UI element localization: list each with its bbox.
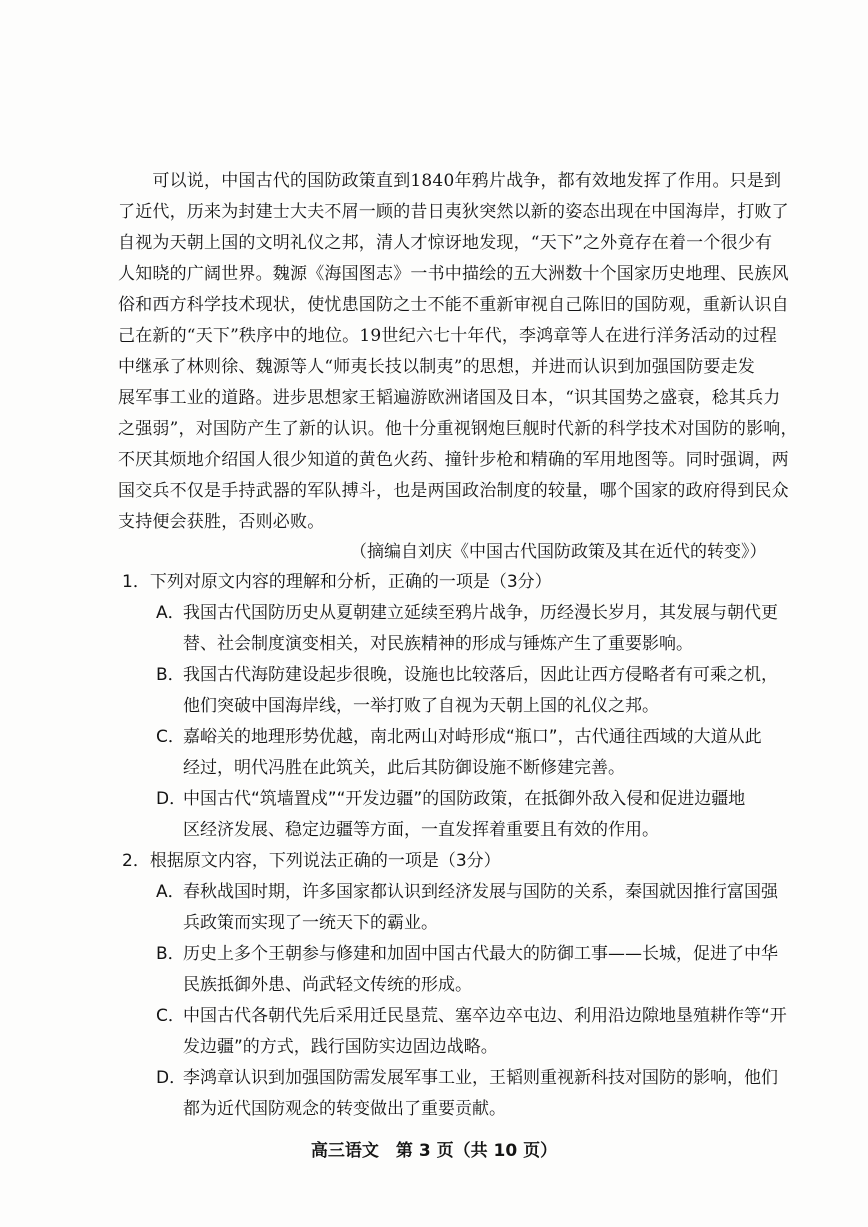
option-text-line: 中国古代“筑墙置戍”“开发边疆”的国防政策，在抵御外敌入侵和促进边疆地 bbox=[183, 789, 746, 809]
option-text-line: 发边疆”的方式，践行国防实边固边战略。 bbox=[183, 1037, 498, 1057]
passage-line: 国交兵不仅是手持武器的军队搏斗，也是两国政治制度的较量，哪个国家的政府得到民众 bbox=[118, 481, 789, 501]
option-1c bbox=[122, 722, 762, 784]
passage-line: 中继承了林则徐、魏源等人“师夷长技以制夷”的思想，并进而认识到加强国防要走发 bbox=[118, 357, 755, 377]
option-text-line: 兵政策而实现了一统天下的霸业。 bbox=[183, 913, 438, 933]
passage-line: 己在新的“天下”秩序中的地位。19世纪六七十年代，李鸿章等人在进行洋务活动的过程 bbox=[118, 326, 778, 346]
question-stem: 2．根据原文内容，下列说法正确的一项是（3分） bbox=[122, 851, 501, 871]
option-text-line: 中国古代各朝代先后采用迁民垦荒、塞卒边卒屯边、利用沿边隙地垦殖耕作等“开 bbox=[183, 1006, 787, 1026]
option-letter: A． bbox=[156, 882, 185, 902]
option-text-line: 我国古代海防建设起步很晚，设施也比较落后，因此让西方侵略者有可乘之机， bbox=[183, 665, 778, 685]
option-letter: B． bbox=[156, 665, 185, 685]
question-2 bbox=[122, 846, 787, 1125]
option-1d bbox=[122, 784, 762, 846]
question-stem: 1．下列对原文内容的理解和分析，正确的一项是（3分） bbox=[122, 572, 552, 592]
question-list bbox=[122, 567, 787, 1125]
option-text-line: 我国古代国防历史从夏朝建立延续至鸦片战争，历经漫长岁月，其发展与朝代更 bbox=[183, 603, 778, 623]
option-text-line: 经过，明代冯胜在此筑关，此后其防御设施不断修建完善。 bbox=[183, 758, 625, 778]
reading-passage bbox=[118, 166, 798, 538]
option-1b bbox=[122, 660, 778, 722]
option-text-line: 他们突破中国海岸线，一举打败了自视为天朝上国的礼仪之邦。 bbox=[183, 696, 659, 716]
option-2c bbox=[122, 1001, 787, 1063]
option-letter: B． bbox=[156, 944, 185, 964]
passage-line: 自视为天朝上国的文明礼仪之邦，清人才惊讶地发现，“天下”之外竟存在着一个很少有 bbox=[118, 233, 773, 253]
passage-line: 支持便会获胜，否则必败。 bbox=[118, 512, 325, 532]
passage-line: 人知晓的广阔世界。魏源《海国图志》一书中描绘的五大洲数十个国家历史地理、民族风 bbox=[118, 264, 789, 284]
option-letter: C． bbox=[156, 1006, 185, 1026]
option-text-line: 民族抵御外患、尚武轻文传统的形成。 bbox=[183, 975, 472, 995]
option-2d bbox=[122, 1063, 778, 1125]
passage-line: 了近代，历来为封建士大夫不屑一顾的昔日夷狄突然以新的姿态出现在中国海岸，打败了 bbox=[118, 202, 789, 222]
passage-line: 展军事工业的道路。进步思想家王韬遍游欧洲诸国及日本，“识其国势之盛衰，稔其兵力 bbox=[118, 388, 781, 408]
option-letter: A． bbox=[156, 603, 185, 623]
passage-source: （摘编自刘庆《中国古代国防政策及其在近代的转变》） bbox=[350, 542, 767, 562]
option-letter: D． bbox=[156, 789, 187, 809]
passage-line: 不厌其烦地介绍国人很少知道的黄色火药、撞针步枪和精确的军用地图等。同时强调，两 bbox=[118, 450, 789, 470]
option-2a bbox=[122, 877, 778, 939]
option-text-line: 春秋战国时期，许多国家都认识到经济发展与国防的关系，秦国就因推行富国强 bbox=[183, 882, 778, 902]
option-letter: D． bbox=[156, 1068, 187, 1088]
passage-line: 俗和西方科学技术现状，使忧患国防之士不能不重新审视自己陈旧的国防观，重新认识自 bbox=[118, 295, 789, 315]
option-letter: C． bbox=[156, 727, 185, 747]
option-text-line: 区经济发展、稳定边疆等方面，一直发挥着重要且有效的作用。 bbox=[183, 820, 659, 840]
option-1a bbox=[122, 598, 778, 660]
page-footer: 高三语文 第 3 页（共 10 页） bbox=[310, 1141, 558, 1161]
option-text-line: 李鸿章认识到加强国防需发展军事工业，王韬则重视新科技对国防的影响，他们 bbox=[183, 1068, 778, 1088]
option-text-line: 历史上多个王朝参与修建和加固中国古代最大的防御工事——长城，促进了中华 bbox=[183, 944, 778, 964]
option-text-line: 嘉峪关的地理形势优越，南北两山对峙形成“瓶口”，古代通往西域的大道从此 bbox=[183, 727, 762, 747]
passage-line: 之强弱”，对国防产生了新的认识。他十分重视钢炮巨舰时代新的科学技术对国防的影响， bbox=[118, 419, 798, 439]
option-text-line: 替、社会制度演变相关，对民族精神的形成与锤炼产生了重要影响。 bbox=[183, 634, 693, 654]
option-text-line: 都为近代国防观念的转变做出了重要贡献。 bbox=[183, 1099, 506, 1119]
option-2b bbox=[122, 939, 778, 1001]
question-1 bbox=[122, 567, 778, 846]
passage-line: 可以说，中国古代的国防政策直到1840年鸦片战争，都有效地发挥了作用。只是到 bbox=[118, 171, 782, 191]
